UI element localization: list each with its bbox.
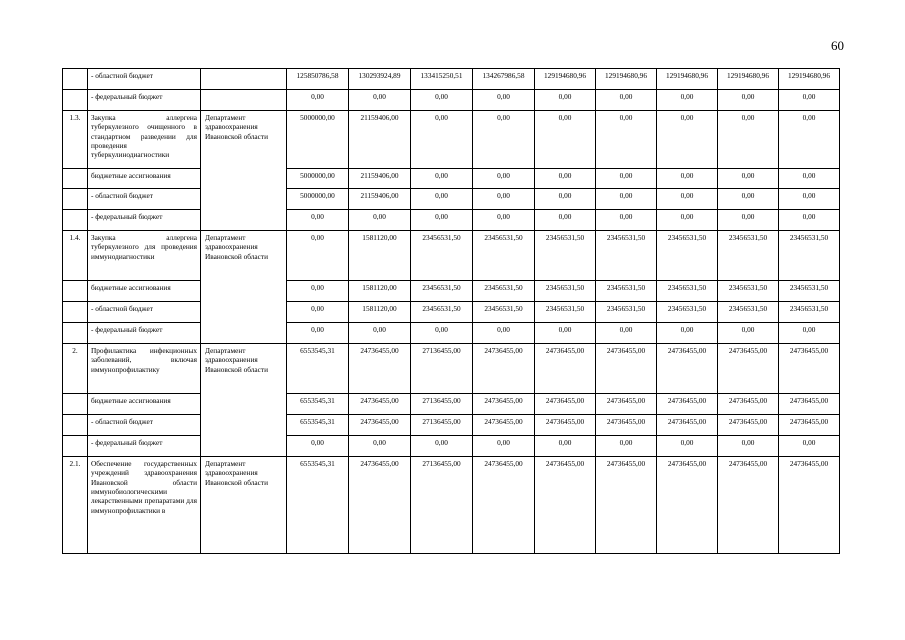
- row-executor: Департамент здравоохранения Ивановской области: [201, 231, 287, 281]
- row-name: бюджетные ассигнования: [88, 281, 201, 302]
- row-value: 23456531,50: [473, 281, 535, 302]
- row-number: [63, 436, 88, 457]
- row-value: 0,00: [535, 436, 596, 457]
- row-value: 24736455,00: [718, 344, 779, 394]
- row-value: 1581120,00: [349, 281, 411, 302]
- row-value: 6553545,31: [287, 415, 349, 436]
- row-name: - федеральный бюджет: [88, 323, 201, 344]
- row-value: 24736455,00: [657, 344, 718, 394]
- row-value: 0,00: [349, 436, 411, 457]
- row-value: 23456531,50: [657, 281, 718, 302]
- row-name: бюджетные ассигнования: [88, 169, 201, 189]
- row-value: 24736455,00: [779, 344, 840, 394]
- row-value: 6553545,31: [287, 394, 349, 415]
- row-value: 5000000,00: [287, 169, 349, 189]
- row-value: 24736455,00: [473, 344, 535, 394]
- row-value: 129194680,96: [657, 69, 718, 90]
- row-executor: [201, 169, 287, 189]
- row-value: 0,00: [349, 90, 411, 111]
- row-value: 0,00: [779, 189, 840, 210]
- row-value: 27136455,00: [411, 344, 473, 394]
- row-value: 23456531,50: [718, 302, 779, 323]
- row-value: 0,00: [657, 436, 718, 457]
- table-row: [63, 302, 840, 323]
- row-value: 0,00: [473, 436, 535, 457]
- row-number: [63, 323, 88, 344]
- row-value: 0,00: [411, 323, 473, 344]
- row-value: 23456531,50: [535, 231, 596, 281]
- row-value: 125850786,58: [287, 69, 349, 90]
- row-value: 0,00: [473, 169, 535, 189]
- row-name: - областной бюджет: [88, 415, 201, 436]
- row-value: 23456531,50: [535, 281, 596, 302]
- row-value: 0,00: [287, 302, 349, 323]
- row-value: 6553545,31: [287, 457, 349, 554]
- row-value: 23456531,50: [473, 231, 535, 281]
- row-value: 0,00: [287, 210, 349, 231]
- row-value: 24736455,00: [596, 394, 657, 415]
- row-number: [63, 69, 88, 90]
- row-name: бюджетные ассигнования: [88, 394, 201, 415]
- row-value: 0,00: [657, 189, 718, 210]
- row-value: 0,00: [718, 111, 779, 169]
- row-value: 24736455,00: [349, 457, 411, 554]
- row-executor: Департамент здравоохранения Ивановской области: [201, 111, 287, 169]
- row-name: Обеспечение государственных учреждений здравоохранения Ивановской области иммунобиологическими лекарственными препаратами для иммунопрофилактики в: [88, 457, 201, 554]
- row-name: - областной бюджет: [88, 69, 201, 90]
- row-value: 23456531,50: [411, 231, 473, 281]
- row-value: 0,00: [287, 231, 349, 281]
- row-value: 129194680,96: [596, 69, 657, 90]
- row-executor: Департамент здравоохранения Ивановской области: [201, 344, 287, 394]
- row-value: 0,00: [535, 189, 596, 210]
- row-value: 0,00: [718, 210, 779, 231]
- row-value: 134267986,58: [473, 69, 535, 90]
- row-value: 21159406,00: [349, 189, 411, 210]
- row-value: 0,00: [411, 169, 473, 189]
- row-number: 2.1.: [63, 457, 88, 554]
- row-value: 24736455,00: [535, 415, 596, 436]
- table-row: [63, 189, 840, 210]
- row-value: 0,00: [349, 210, 411, 231]
- row-value: 24736455,00: [779, 415, 840, 436]
- row-value: 129194680,96: [535, 69, 596, 90]
- table-row: [63, 436, 840, 457]
- row-value: 0,00: [287, 323, 349, 344]
- row-value: 0,00: [411, 436, 473, 457]
- row-executor: [201, 302, 287, 323]
- row-value: 23456531,50: [657, 302, 718, 323]
- row-name: - федеральный бюджет: [88, 90, 201, 111]
- row-value: 0,00: [596, 189, 657, 210]
- row-value: 0,00: [535, 210, 596, 231]
- row-value: 24736455,00: [718, 415, 779, 436]
- row-value: 0,00: [718, 189, 779, 210]
- row-value: 23456531,50: [411, 302, 473, 323]
- row-value: 0,00: [411, 210, 473, 231]
- row-value: 0,00: [779, 169, 840, 189]
- row-executor: [201, 69, 287, 90]
- row-executor: [201, 436, 287, 457]
- row-value: 0,00: [473, 210, 535, 231]
- row-value: 27136455,00: [411, 415, 473, 436]
- row-value: 129194680,96: [718, 69, 779, 90]
- row-value: 24736455,00: [535, 457, 596, 554]
- row-number: [63, 210, 88, 231]
- row-value: 0,00: [657, 323, 718, 344]
- row-value: 24736455,00: [779, 394, 840, 415]
- row-value: 24736455,00: [473, 457, 535, 554]
- row-value: 0,00: [535, 323, 596, 344]
- row-value: 5000000,00: [287, 111, 349, 169]
- row-value: 24736455,00: [349, 415, 411, 436]
- row-value: 0,00: [411, 111, 473, 169]
- row-value: 21159406,00: [349, 169, 411, 189]
- row-value: 1581120,00: [349, 231, 411, 281]
- table-body: [63, 69, 840, 554]
- row-name: Профилактика инфекционных заболеваний, включая иммунопрофилактику: [88, 344, 201, 394]
- row-number: [63, 302, 88, 323]
- row-value: 0,00: [596, 323, 657, 344]
- row-value: 23456531,50: [718, 231, 779, 281]
- row-value: 24736455,00: [718, 457, 779, 554]
- row-value: 0,00: [718, 90, 779, 111]
- row-number: [63, 169, 88, 189]
- row-value: 24736455,00: [349, 394, 411, 415]
- row-value: 0,00: [596, 436, 657, 457]
- row-executor: [201, 210, 287, 231]
- row-value: 23456531,50: [411, 281, 473, 302]
- row-value: 0,00: [779, 111, 840, 169]
- row-value: 21159406,00: [349, 111, 411, 169]
- row-value: 0,00: [473, 323, 535, 344]
- row-name: - федеральный бюджет: [88, 436, 201, 457]
- row-executor: [201, 323, 287, 344]
- row-value: 0,00: [718, 436, 779, 457]
- row-value: 1581120,00: [349, 302, 411, 323]
- row-value: 130293924,89: [349, 69, 411, 90]
- row-executor: Департамент здравоохранения Ивановской области: [201, 457, 287, 554]
- row-value: 24736455,00: [596, 344, 657, 394]
- row-value: 0,00: [287, 436, 349, 457]
- row-value: 0,00: [657, 169, 718, 189]
- table-row: [63, 90, 840, 111]
- table-row: [63, 415, 840, 436]
- row-value: 0,00: [657, 90, 718, 111]
- row-value: 0,00: [535, 90, 596, 111]
- row-value: 24736455,00: [657, 415, 718, 436]
- row-value: 24736455,00: [596, 457, 657, 554]
- row-value: 23456531,50: [779, 302, 840, 323]
- row-value: 0,00: [596, 210, 657, 231]
- row-number: 1.3.: [63, 111, 88, 169]
- row-name: Закупка аллергена туберкулезного для проведения иммунодиагностики: [88, 231, 201, 281]
- table-row: [63, 457, 840, 554]
- row-value: 0,00: [718, 169, 779, 189]
- row-value: 0,00: [596, 90, 657, 111]
- row-value: 23456531,50: [657, 231, 718, 281]
- row-value: 24736455,00: [349, 344, 411, 394]
- row-value: 0,00: [473, 90, 535, 111]
- row-value: 0,00: [596, 111, 657, 169]
- row-value: 27136455,00: [411, 457, 473, 554]
- row-executor: [201, 415, 287, 436]
- row-value: 0,00: [657, 111, 718, 169]
- row-value: 24736455,00: [657, 394, 718, 415]
- row-name: Закупка аллергена туберкулезного очищенного в стандартном разведении для проведения туберкулинодиагностики: [88, 111, 201, 169]
- row-number: [63, 394, 88, 415]
- row-value: 24736455,00: [718, 394, 779, 415]
- row-name: - федеральный бюджет: [88, 210, 201, 231]
- row-value: 24736455,00: [535, 394, 596, 415]
- row-value: 0,00: [473, 111, 535, 169]
- table-row: [63, 323, 840, 344]
- row-value: 24736455,00: [535, 344, 596, 394]
- row-number: 1.4.: [63, 231, 88, 281]
- row-number: [63, 415, 88, 436]
- row-value: 23456531,50: [779, 231, 840, 281]
- row-name: - областной бюджет: [88, 302, 201, 323]
- table-row: [63, 231, 840, 281]
- row-executor: [201, 281, 287, 302]
- table-row: [63, 344, 840, 394]
- row-value: 0,00: [657, 210, 718, 231]
- row-value: 24736455,00: [473, 394, 535, 415]
- row-value: 23456531,50: [718, 281, 779, 302]
- row-value: 0,00: [718, 323, 779, 344]
- row-value: 0,00: [779, 323, 840, 344]
- row-number: 2.: [63, 344, 88, 394]
- row-number: [63, 189, 88, 210]
- row-value: 133415250,51: [411, 69, 473, 90]
- row-executor: [201, 394, 287, 415]
- row-value: 0,00: [535, 169, 596, 189]
- row-value: 6553545,31: [287, 344, 349, 394]
- row-value: 129194680,96: [779, 69, 840, 90]
- row-executor: [201, 90, 287, 111]
- row-value: 27136455,00: [411, 394, 473, 415]
- table-row: [63, 69, 840, 90]
- row-value: 24736455,00: [596, 415, 657, 436]
- row-value: 0,00: [779, 90, 840, 111]
- row-value: 5000000,00: [287, 189, 349, 210]
- row-name: - областной бюджет: [88, 189, 201, 210]
- row-value: 0,00: [287, 281, 349, 302]
- table-row: [63, 281, 840, 302]
- row-value: 0,00: [596, 169, 657, 189]
- table-row: [63, 111, 840, 169]
- row-value: 24736455,00: [779, 457, 840, 554]
- row-value: 23456531,50: [596, 231, 657, 281]
- row-value: 0,00: [349, 323, 411, 344]
- row-value: 0,00: [411, 90, 473, 111]
- page-number: 60: [831, 38, 844, 53]
- table-row: [63, 169, 840, 189]
- row-value: 0,00: [779, 210, 840, 231]
- row-value: 0,00: [287, 90, 349, 111]
- row-value: 23456531,50: [596, 281, 657, 302]
- row-value: 0,00: [779, 436, 840, 457]
- table-row: [63, 210, 840, 231]
- row-value: 23456531,50: [473, 302, 535, 323]
- row-value: 23456531,50: [779, 281, 840, 302]
- row-value: 0,00: [535, 111, 596, 169]
- row-value: 23456531,50: [535, 302, 596, 323]
- row-number: [63, 90, 88, 111]
- row-executor: [201, 189, 287, 210]
- budget-table: [62, 68, 840, 554]
- row-number: [63, 281, 88, 302]
- row-value: 0,00: [473, 189, 535, 210]
- row-value: 23456531,50: [596, 302, 657, 323]
- row-value: 24736455,00: [657, 457, 718, 554]
- row-value: 24736455,00: [473, 415, 535, 436]
- table-row: [63, 394, 840, 415]
- row-value: 0,00: [411, 189, 473, 210]
